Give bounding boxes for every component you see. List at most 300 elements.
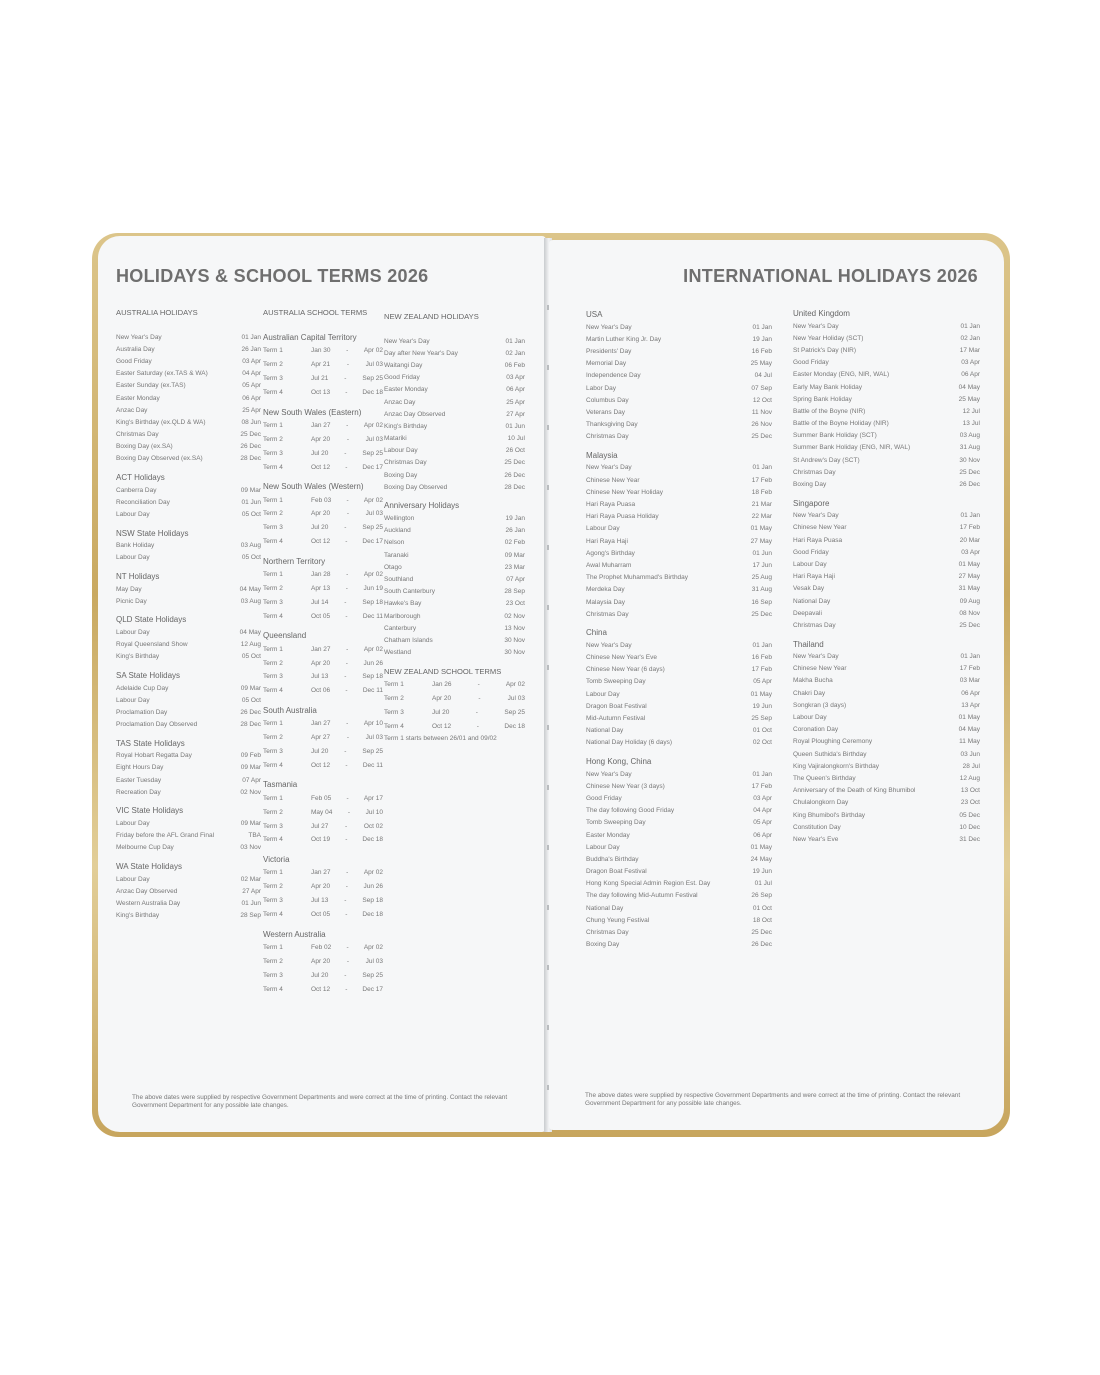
holiday-name: St Patrick's Day (NIR) xyxy=(793,346,856,354)
holiday-row xyxy=(384,420,525,432)
term-label: Term 2 xyxy=(263,808,283,816)
holiday-row xyxy=(586,486,772,498)
term-range xyxy=(432,723,525,730)
holiday-row xyxy=(384,634,525,646)
holiday-date: 31 Aug xyxy=(959,444,980,452)
holiday-row xyxy=(793,558,980,570)
term-dash: - xyxy=(345,463,348,471)
holiday-date: 16 Feb xyxy=(751,654,772,662)
intl-left-list xyxy=(586,308,772,951)
holiday-date: 05 Apr xyxy=(753,819,772,827)
holiday-name: King's Birthday (ex.QLD & WA) xyxy=(116,418,206,426)
holiday-date: 31 Aug xyxy=(751,586,772,594)
holiday-name: Labour Day xyxy=(116,696,150,704)
holiday-date: 09 Mar xyxy=(240,820,261,828)
term-range xyxy=(311,687,383,694)
holiday-row xyxy=(384,335,525,347)
term-row xyxy=(263,372,383,386)
term-range xyxy=(311,762,383,769)
holiday-name: Eight Hours Day xyxy=(116,764,164,772)
holiday-name: King's Birthday xyxy=(384,422,428,430)
term-start: Apr 21 xyxy=(311,361,331,369)
holiday-name: Battle of the Boyne Holiday (NIR) xyxy=(793,420,889,428)
term-end: Sep 25 xyxy=(362,449,383,457)
group-title: China xyxy=(586,628,607,638)
holiday-name: Chulalongkorn Day xyxy=(793,799,849,807)
holiday-row xyxy=(793,369,980,381)
group-title: VIC State Holidays xyxy=(116,806,184,816)
holiday-name: New Year's Day xyxy=(586,323,632,331)
term-end: Sep 25 xyxy=(362,375,383,383)
holiday-date: 01 Jan xyxy=(752,323,772,331)
holiday-date: 09 Mar xyxy=(240,486,261,494)
holiday-row xyxy=(116,416,261,428)
term-start: Jul 27 xyxy=(311,822,329,830)
term-range xyxy=(432,681,525,688)
holiday-name: New Year's Day xyxy=(793,512,839,520)
column-heading: NEW ZEALAND HOLIDAYS xyxy=(384,312,479,321)
holiday-name: Boxing Day Observed (ex.SA) xyxy=(116,455,203,463)
term-label: Term 4 xyxy=(263,836,283,844)
holiday-name: Good Friday xyxy=(116,357,152,365)
holiday-row xyxy=(116,817,261,829)
holiday-row xyxy=(384,586,525,598)
holiday-date: 01 Jan xyxy=(960,653,980,661)
holiday-row xyxy=(116,508,261,520)
holiday-row xyxy=(793,687,980,699)
term-dash: - xyxy=(346,794,349,802)
term-dash: - xyxy=(344,449,347,457)
holiday-name: Easter Monday (ENG, NIR, WAL) xyxy=(793,371,890,379)
holiday-date: 03 Apr xyxy=(753,794,772,802)
term-row xyxy=(263,609,383,623)
holiday-row xyxy=(793,833,980,845)
term-dash: - xyxy=(344,673,347,681)
term-dash: - xyxy=(475,708,478,716)
state-title: New South Wales (Western) xyxy=(263,482,364,492)
holiday-name: New Year's Day xyxy=(384,337,430,345)
term-end: Jul 03 xyxy=(365,734,383,742)
term-start: Jan 27 xyxy=(311,869,331,877)
term-row xyxy=(263,358,383,372)
holiday-name: Royal Hobart Regatta Day xyxy=(116,752,192,760)
holiday-date: 26 Dec xyxy=(959,481,980,489)
term-range xyxy=(311,809,383,816)
term-label: Term 3 xyxy=(263,971,283,979)
holiday-name: King Bhumibol's Birthday xyxy=(793,811,866,819)
holiday-date: 28 Dec xyxy=(240,721,261,729)
term-label: Term 4 xyxy=(263,538,283,546)
holiday-row xyxy=(586,890,772,902)
holiday-row xyxy=(116,595,261,607)
holiday-name: Taranaki xyxy=(384,551,409,559)
state-title: Tasmania xyxy=(263,780,298,790)
holiday-date: 07 Sep xyxy=(751,384,772,392)
holiday-name: Easter Saturday (ex.TAS & WA) xyxy=(116,370,208,378)
holiday-row xyxy=(586,780,772,792)
term-start: Jul 21 xyxy=(311,375,329,383)
group-title: SA State Holidays xyxy=(116,670,181,680)
term-label: Term 4 xyxy=(263,985,283,993)
term-range xyxy=(432,709,525,716)
holiday-date: 27 May xyxy=(958,573,980,581)
holiday-date: 01 Jun xyxy=(241,498,261,506)
holiday-row xyxy=(116,873,261,885)
term-label: Term 2 xyxy=(263,659,283,667)
term-dash: - xyxy=(344,375,347,383)
holiday-name: Anzac Day Observed xyxy=(116,887,178,895)
holiday-row xyxy=(116,496,261,508)
holiday-name: Mid-Autumn Festival xyxy=(586,715,646,723)
holiday-row xyxy=(116,897,261,909)
term-end: Jul 03 xyxy=(365,510,383,518)
term-start: Oct 19 xyxy=(311,836,331,844)
term-dash: - xyxy=(345,883,348,891)
holiday-date: 26 Dec xyxy=(240,443,261,451)
holiday-date: 17 Feb xyxy=(751,666,772,674)
holiday-date: 17 Jun xyxy=(752,561,772,569)
term-label: Term 4 xyxy=(263,687,283,695)
holiday-name: Christmas Day xyxy=(793,621,836,629)
holiday-date: 25 Apr xyxy=(242,406,261,414)
holiday-row xyxy=(793,724,980,736)
intl-right-list xyxy=(793,307,980,846)
holiday-name: Chinese New Year xyxy=(793,524,847,532)
holiday-date: 19 Jan xyxy=(752,335,772,343)
holiday-date: TBA xyxy=(248,832,261,840)
holiday-row xyxy=(793,785,980,797)
holiday-name: Summer Bank Holiday (SCT) xyxy=(793,432,877,440)
holiday-name: Chinese New Year (6 days) xyxy=(586,666,665,674)
holiday-date: 26 Nov xyxy=(751,421,772,429)
holiday-name: Good Friday xyxy=(384,374,420,382)
holiday-date: 28 Sep xyxy=(240,912,261,920)
disclaimer: The above dates were supplied by respective Government Departments and were correct at the time of printing. Contact the relevant Government Department for any possible late changes. xyxy=(132,1094,508,1110)
holiday-date: 26 Jan xyxy=(241,345,261,353)
holiday-row xyxy=(384,610,525,622)
holiday-name: Chakri Day xyxy=(793,689,826,697)
holiday-date: 01 May xyxy=(958,714,980,722)
page-title: HOLIDAYS & SCHOOL TERMS 2026 xyxy=(116,266,429,286)
term-start: Oct 12 xyxy=(432,722,452,730)
holiday-name: Canberra Day xyxy=(116,486,157,494)
term-start: Jul 20 xyxy=(311,971,329,979)
holiday-row xyxy=(586,902,772,914)
term-end: Apr 02 xyxy=(363,422,383,429)
holiday-row xyxy=(586,321,772,333)
state-title: South Australia xyxy=(263,705,317,715)
holiday-date: 10 Jul xyxy=(507,435,525,443)
holiday-date: 05 Oct xyxy=(241,696,261,704)
holiday-name: St Andrew's Day (SCT) xyxy=(793,456,860,464)
holiday-date: 01 May xyxy=(750,690,772,698)
holiday-date: 25 Dec xyxy=(504,459,525,467)
holiday-row xyxy=(586,584,772,596)
holiday-row xyxy=(384,469,525,481)
term-row xyxy=(263,595,383,609)
term-dash: - xyxy=(344,748,347,756)
holiday-row xyxy=(586,792,772,804)
holiday-name: South Canterbury xyxy=(384,588,435,596)
holiday-date: 04 May xyxy=(958,383,980,391)
left-page xyxy=(98,236,546,1132)
holiday-date: 20 Mar xyxy=(959,536,980,544)
term-row xyxy=(263,460,383,474)
group-title: Malaysia xyxy=(586,450,618,460)
holiday-name: King's Birthday xyxy=(116,653,160,661)
holiday-row xyxy=(793,320,980,332)
holiday-name: Labour Day xyxy=(793,560,827,568)
holiday-row xyxy=(793,711,980,723)
holiday-date: 28 Jul xyxy=(962,762,980,770)
holiday-row xyxy=(793,583,980,595)
term-range xyxy=(311,347,383,354)
holiday-name: Easter Monday xyxy=(116,394,160,402)
holiday-row xyxy=(586,939,772,951)
term-row xyxy=(263,982,383,996)
holiday-row xyxy=(793,344,980,356)
holiday-name: National Day xyxy=(586,904,624,912)
state-title: Northern Territory xyxy=(263,556,326,566)
holiday-name: Christmas Day xyxy=(384,459,427,467)
term-row xyxy=(384,692,525,706)
holiday-row xyxy=(116,651,261,663)
holiday-date: 12 Aug xyxy=(959,774,980,782)
term-end: Sep 25 xyxy=(362,748,383,756)
term-label: Term 1 xyxy=(263,422,283,429)
group-title: Anniversary Holidays xyxy=(384,501,460,511)
holiday-row xyxy=(586,712,772,724)
column-heading: AUSTRALIA SCHOOL TERMS xyxy=(263,308,368,317)
holiday-name: Boxing Day xyxy=(586,941,620,949)
holiday-name: Labour Day xyxy=(116,628,150,636)
holiday-name: Proclamation Day xyxy=(116,708,168,716)
holiday-date: 03 Mar xyxy=(959,677,980,685)
term-start: Feb 05 xyxy=(311,794,332,802)
term-range xyxy=(311,660,383,667)
holiday-name: Western Australia Day xyxy=(116,899,181,907)
holiday-row xyxy=(116,910,261,922)
holiday-name: Labour Day xyxy=(116,511,150,519)
holiday-row xyxy=(116,682,261,694)
term-end: Apr 02 xyxy=(363,869,383,877)
holiday-date: 02 Jan xyxy=(505,349,525,357)
holiday-date: 09 Mar xyxy=(240,684,261,692)
nz-holidays-list xyxy=(384,335,525,659)
holiday-name: Queen Suthida's Birthday xyxy=(793,750,867,758)
holiday-row xyxy=(116,626,261,638)
term-label: Term 1 xyxy=(263,496,283,504)
holiday-row xyxy=(384,347,525,359)
term-label: Term 4 xyxy=(263,389,283,397)
au-holidays-column xyxy=(116,306,261,922)
holiday-row xyxy=(384,433,525,445)
term-range xyxy=(311,599,383,606)
holiday-date: 16 Feb xyxy=(751,347,772,355)
term-label: Term 3 xyxy=(263,375,283,383)
term-end: Apr 02 xyxy=(363,496,383,504)
holiday-date: 26 Dec xyxy=(504,471,525,479)
holiday-row xyxy=(116,885,261,897)
holiday-row xyxy=(586,700,772,712)
holiday-date: 28 Dec xyxy=(504,483,525,491)
term-end: Sep 25 xyxy=(362,971,383,979)
term-dash: - xyxy=(345,538,348,546)
holiday-date: 25 Aug xyxy=(751,574,772,582)
holiday-date: 04 Jul xyxy=(754,372,772,380)
term-row xyxy=(263,731,383,745)
term-start: Oct 12 xyxy=(311,538,331,546)
term-label: Term 2 xyxy=(263,510,283,518)
holiday-row xyxy=(793,651,980,663)
term-label: Term 1 xyxy=(263,645,283,653)
holiday-date: 05 Apr xyxy=(753,678,772,686)
holiday-name: Reconciliation Day xyxy=(116,498,170,506)
holiday-row xyxy=(384,647,525,659)
holiday-row xyxy=(586,345,772,357)
holiday-row xyxy=(586,474,772,486)
holiday-date: 03 Apr xyxy=(961,359,980,367)
holiday-row xyxy=(384,512,525,524)
holiday-row xyxy=(793,772,980,784)
term-end: Sep 18 xyxy=(362,598,383,606)
holiday-date: 10 Dec xyxy=(959,823,980,831)
holiday-date: 24 May xyxy=(750,855,772,863)
term-label: Term 3 xyxy=(263,673,283,681)
holiday-date: 22 Mar xyxy=(751,513,772,521)
holiday-date: 18 Oct xyxy=(752,916,772,924)
term-end: Jul 10 xyxy=(365,808,383,816)
term-row xyxy=(263,819,383,833)
term-range xyxy=(432,695,525,702)
holiday-date: 25 Apr xyxy=(506,398,525,406)
holiday-name: Independence Day xyxy=(586,372,641,380)
holiday-row xyxy=(586,768,772,780)
holiday-name: Southland xyxy=(384,575,414,583)
term-range xyxy=(311,613,383,620)
term-label: Term 2 xyxy=(263,883,283,891)
holiday-name: Tomb Sweeping Day xyxy=(586,678,646,686)
term-start: Jul 20 xyxy=(311,748,329,756)
holiday-row xyxy=(793,736,980,748)
term-end: Dec 17 xyxy=(362,538,383,546)
term-dash: - xyxy=(477,681,480,689)
holiday-name: Good Friday xyxy=(586,794,622,802)
holiday-name: Malaysia Day xyxy=(586,598,626,606)
holiday-row xyxy=(793,405,980,417)
term-row xyxy=(263,791,383,805)
term-range xyxy=(311,823,383,830)
term-start: Oct 13 xyxy=(311,389,331,397)
holiday-row xyxy=(793,809,980,821)
holiday-name: Labor Day xyxy=(586,384,616,392)
holiday-name: Bank Holiday xyxy=(116,542,155,550)
term-label: Term 3 xyxy=(263,748,283,756)
holiday-row xyxy=(586,853,772,865)
term-label: Term 4 xyxy=(263,911,283,919)
holiday-row xyxy=(793,546,980,558)
term-label: Term 1 xyxy=(263,720,283,728)
holiday-name: Christmas Day xyxy=(586,433,629,441)
holiday-name: Hari Raya Puasa Holiday xyxy=(586,513,659,521)
term-range xyxy=(311,836,383,843)
holiday-name: National Day xyxy=(586,727,624,735)
holiday-date: 13 Nov xyxy=(504,624,525,632)
term-row xyxy=(263,805,383,819)
holiday-row xyxy=(586,523,772,535)
holiday-row xyxy=(384,396,525,408)
holiday-name: Labour Day xyxy=(116,820,150,828)
holiday-name: New Year's Eve xyxy=(793,835,839,843)
term-label: Term 1 xyxy=(263,571,283,579)
term-row xyxy=(263,954,383,968)
holiday-name: Good Friday xyxy=(793,359,829,367)
holiday-row xyxy=(586,333,772,345)
term-dash: - xyxy=(344,971,347,979)
holiday-name: New Year's Day xyxy=(793,653,839,661)
term-start: Oct 12 xyxy=(311,463,331,471)
term-label: Term 1 xyxy=(263,347,283,355)
holiday-date: 04 Apr xyxy=(753,807,772,815)
holiday-date: 03 Nov xyxy=(240,844,261,852)
holiday-name: Australia Day xyxy=(116,345,155,353)
holiday-date: 18 Feb xyxy=(751,488,772,496)
holiday-name: Chung Yeung Festival xyxy=(586,916,650,924)
holiday-name: May Day xyxy=(116,585,142,593)
term-dash: - xyxy=(345,822,348,830)
term-row xyxy=(263,894,383,908)
holiday-name: Veterans Day xyxy=(586,408,626,416)
holiday-row xyxy=(793,534,980,546)
holiday-row xyxy=(586,841,772,853)
holiday-name: Royal Ploughing Ceremony xyxy=(793,738,873,746)
term-end: Dec 18 xyxy=(362,836,383,844)
holiday-date: 01 Jan xyxy=(241,333,261,341)
holiday-name: Hari Raya Haji xyxy=(586,537,628,545)
holiday-date: 03 Aug xyxy=(959,432,980,440)
holiday-row xyxy=(586,419,772,431)
holiday-date: 01 May xyxy=(958,560,980,568)
holiday-name: Labour Day xyxy=(116,875,150,883)
holiday-row xyxy=(793,418,980,430)
holiday-name: Labour Day xyxy=(793,714,827,722)
holiday-name: Coronation Day xyxy=(793,726,839,734)
holiday-date: 05 Oct xyxy=(241,554,261,562)
term-end: Jun 26 xyxy=(363,883,383,891)
term-row xyxy=(263,745,383,759)
holiday-row xyxy=(586,572,772,584)
holiday-name: King Vajiralongkorn's Birthday xyxy=(793,762,880,770)
term-range xyxy=(311,748,383,755)
holiday-row xyxy=(793,393,980,405)
holiday-date: 23 Mar xyxy=(504,563,525,571)
term-row xyxy=(263,419,383,433)
holiday-date: 17 Feb xyxy=(751,782,772,790)
holiday-name: Christmas Day xyxy=(793,468,836,476)
term-start: Oct 05 xyxy=(311,612,331,620)
term-row xyxy=(263,582,383,596)
holiday-name: Labour Day xyxy=(586,525,620,533)
holiday-name: Chinese New Year xyxy=(793,665,847,673)
term-row xyxy=(384,705,525,719)
holiday-row xyxy=(586,394,772,406)
holiday-row xyxy=(384,457,525,469)
term-dash: - xyxy=(346,347,349,355)
term-label: Term 3 xyxy=(263,449,283,457)
term-range xyxy=(311,734,383,741)
holiday-date: 03 Apr xyxy=(961,548,980,556)
holiday-date: 27 May xyxy=(750,537,772,545)
